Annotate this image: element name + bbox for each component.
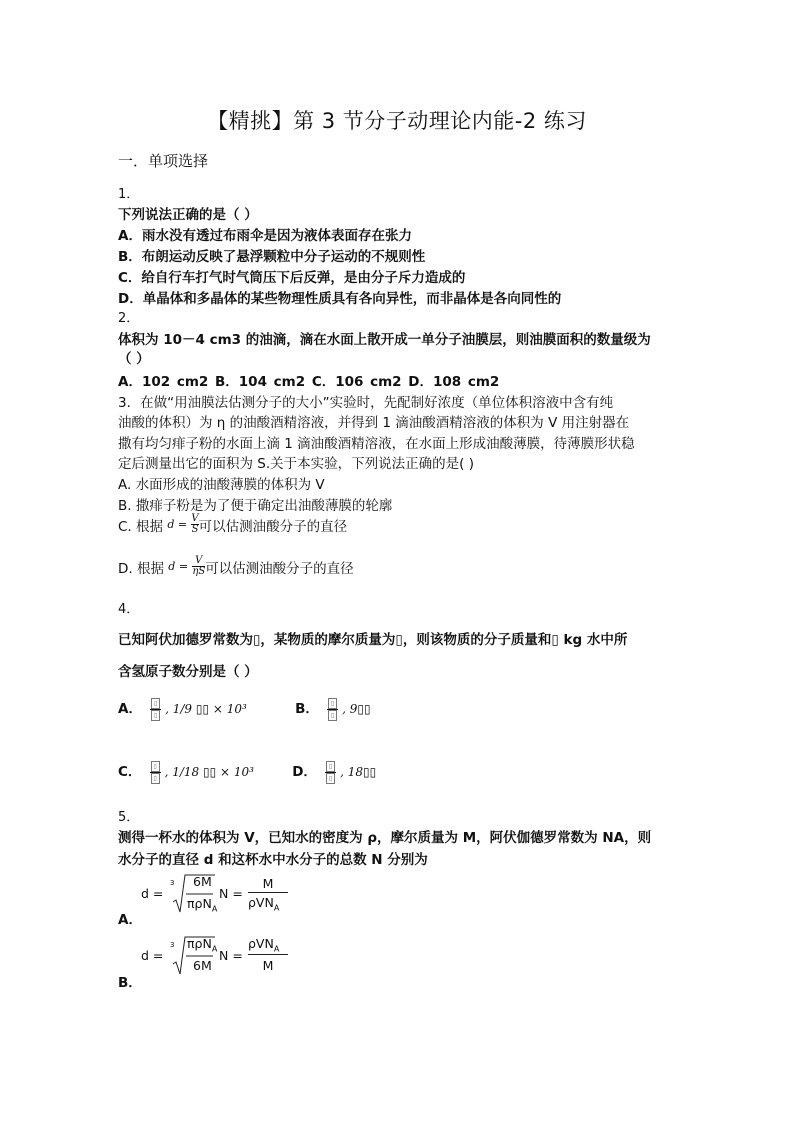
q5-stem-line2: 水分子的直径 d 和这杯水中水分子的总数 N 分别为	[118, 852, 428, 868]
q3-c-numerator: V	[191, 513, 199, 524]
q5-a-n-denominator	[248, 895, 279, 913]
q3-option-d	[118, 556, 354, 577]
q3-option-d-label: D. 根据	[118, 561, 164, 577]
q3-d-numerator: V	[195, 555, 203, 566]
q5-a-n-eq: N =	[219, 886, 243, 901]
q3-option-c-text: 可以估测油酸分子的直径	[198, 519, 348, 535]
q4-option-d-label: D．	[292, 764, 317, 780]
q5-b-n-numerator	[248, 936, 279, 954]
q1-stem: 下列说法正确的是（ ）	[118, 207, 258, 223]
q3-option-b: B. 撒痱子粉是为了便于确定出油酸薄膜的轮廓	[118, 498, 393, 514]
q4-option-c-label: C．	[118, 764, 142, 780]
q5-b-n-num-sub: A	[273, 944, 280, 954]
q2-options: A．102 cm2 B．104 cm2 C．106 cm2 D．108 cm2	[118, 374, 500, 390]
q4-c-fraction: $\frac{▯}{▯}$	[150, 761, 161, 785]
q5-a-n-den-sub: A	[273, 903, 280, 913]
q3-d-lhs: d =	[168, 560, 189, 573]
q3-d-fraction	[192, 556, 205, 577]
q3-option-c	[118, 514, 347, 535]
q4-b-fraction: $\frac{▯}{▯}$	[327, 698, 338, 722]
section-heading: 一．单项选择	[118, 152, 209, 170]
q4-a-fraction: $\frac{▯}{▯}$	[150, 698, 161, 722]
q5-b-d-num-text: πρN	[187, 936, 212, 951]
q5-b-cube-index: 3	[170, 941, 175, 949]
q3-option-a: A. 水面形成的油酸薄膜的体积为 V	[118, 477, 325, 493]
q3-option-d-text: 可以估测油酸分子的直径	[205, 561, 354, 577]
q5-b-d-eq: d =	[141, 948, 164, 963]
q1-number: 1．	[118, 187, 140, 202]
q5-option-a-label: A．	[118, 912, 142, 928]
q5-a-d-denominator	[187, 896, 217, 914]
q3-line1: 3．在做“用油膜法估测分子的大小”实验时，先配制好浓度（单位体积溶液中含有纯	[118, 395, 614, 411]
q4-option-a-expr: 1/9 ▯▯ × 10³	[172, 702, 247, 716]
q5-b-n-eq: N =	[219, 948, 243, 963]
q5-a-cube-index: 3	[170, 879, 175, 887]
q5-b-n-num-text: ρVN	[248, 936, 274, 951]
q5-a-n-numerator: M	[262, 876, 274, 891]
q4-stem-line1: 已知阿伏加德罗常数为▯，某物质的摩尔质量为▯，则该物质的分子质量和▯ kg 水中所	[118, 632, 628, 648]
q1-option-b: B．布朗运动反映了悬浮颗粒中分子运动的不规则性	[118, 249, 426, 265]
q3-c-lhs: d =	[167, 518, 188, 531]
q5-stem-line1: 测得一杯水的体积为 V，已知水的密度为 ρ，摩尔质量为 M，阿伏伽德罗常数为 NA，则	[118, 830, 652, 846]
q5-b-d-numerator	[187, 936, 217, 954]
q1-option-d: D．单晶体和多晶体的某些物理性质具有各向异性，而非晶体是各向同性的	[118, 291, 562, 307]
q5-a-d-numerator: 6M	[193, 874, 212, 889]
q5-option-b-label: B．	[118, 975, 142, 991]
q1-option-c: C．给自行车打气时气筒压下后反弹，是由分子斥力造成的	[118, 270, 466, 286]
q3-c-denominator: S	[191, 524, 199, 535]
q3-option-c-label: C. 根据	[118, 519, 164, 535]
q4-number: 4．	[118, 602, 140, 617]
q4-option-d-expr: 18▯▯	[347, 765, 377, 779]
q1-option-a: A．雨水没有透过布雨伞是因为液体表面存在张力	[118, 228, 412, 244]
q5-a-d-den-text: πρN	[187, 896, 212, 911]
q5-a-d-den-sub: A	[211, 904, 218, 914]
q4-d-fraction: $\frac{▯}{▯}$	[325, 761, 336, 785]
q4-row-ab: A． $\frac{▯}{▯}$ , 1/9 ▯▯ × 10³ B． $\frac{▯}{▯}$ , 9▯▯	[118, 697, 371, 722]
q4-option-b-expr: 9▯▯	[349, 702, 371, 716]
q2-stem-line1: 体积为 10－4 cm3 的油滴，滴在水面上散开成一单分子油膜层，则油膜面积的数量级为	[118, 332, 651, 348]
q3-d-denominator: ηS	[192, 566, 206, 577]
q4-option-c-expr: 1/18 ▯▯ × 10³	[172, 765, 254, 779]
q2-number: 2．	[118, 311, 140, 326]
q5-number: 5．	[118, 810, 140, 825]
q3-c-fraction	[191, 514, 198, 535]
q5-a-d-eq: d =	[141, 886, 164, 901]
q4-option-a-label: A．	[118, 701, 142, 717]
q5-a-n-den-text: ρVN	[248, 895, 274, 910]
page-title: 【精挑】第 3 节分子动理论内能-2 练习	[207, 109, 587, 133]
q5-b-d-num-sub: A	[211, 944, 218, 954]
q4-stem-line2: 含氢原子数分别是（ ）	[118, 664, 258, 680]
q4-option-b-label: B．	[295, 701, 319, 717]
q4-row-cd: C． $\frac{▯}{▯}$ , 1/18 ▯▯ × 10³ D． $\frac{▯}{▯}$ , 18▯▯	[118, 760, 376, 785]
q2-stem-line2: （ ）	[118, 351, 150, 367]
q3-line4: 定后测量出它的面积为 S.关于本实验，下列说法正确的是( )	[118, 456, 474, 472]
q5-b-n-denominator: M	[262, 958, 274, 973]
q3-line3: 撒有均匀痱子粉的水面上滴 1 滴油酸酒精溶液，在水面上形成油酸薄膜，待薄膜形状稳	[118, 436, 635, 452]
q5-b-d-denominator: 6M	[193, 958, 212, 973]
q3-line2: 油酸的体积）为 η 的油酸酒精溶液，并得到 1 滴油酸酒精溶液的体积为 V 用注射器在	[118, 415, 630, 431]
